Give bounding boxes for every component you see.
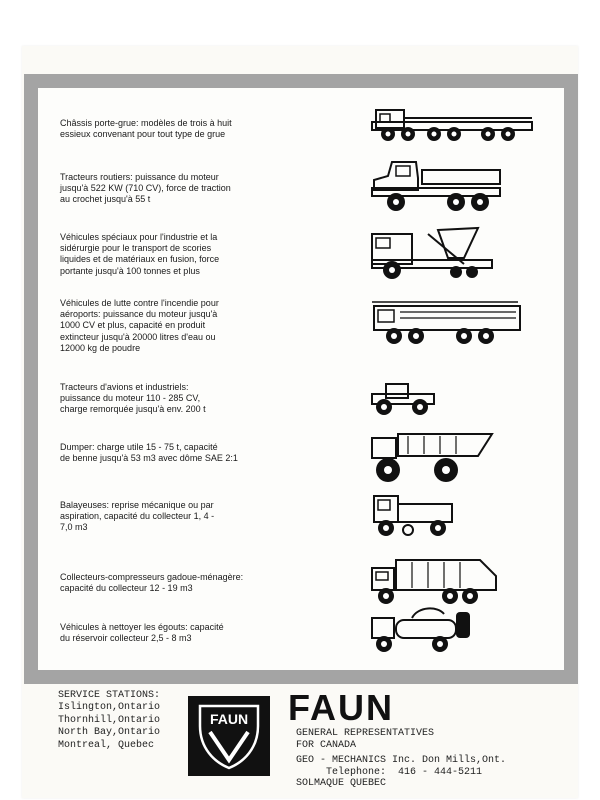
product-description: Châssis porte-grue: modèles de trois à huit essieux convenant pour tout type de grue — [60, 118, 232, 140]
aircraft-tractor-icon — [368, 380, 438, 416]
product-description: Dumper: charge utile 15 - 75 t, capacité de benne jusqu'à 53 m3 avec dôme SAE 2:1 — [60, 442, 238, 464]
sewer-cleaning-truck-icon — [368, 604, 478, 656]
crane-carrier-truck-icon — [368, 104, 538, 144]
product-description: Véhicules à nettoyer les égouts: capacité du réservoir collecteur 2,5 - 8 m3 — [60, 622, 224, 644]
product-description: Balayeuses: reprise mécanique ou par aspiration, capacité du collecteur 1, 4 - 7,0 m3 — [60, 500, 215, 533]
reps-quebec: SOLMAQUE QUEBEC — [296, 778, 387, 789]
product-description: Tracteurs d'avions et industriels: puissance du moteur 110 - 285 CV, charge remorquée jusqu'à env. 200 t — [60, 382, 206, 415]
service-station: Islington,Ontario — [58, 702, 161, 714]
product-description: Collecteurs-compresseurs gadoue-ménagère: capacité du collecteur 12 - 19 m3 — [60, 572, 244, 594]
dump-truck-icon — [368, 428, 498, 484]
product-description: Véhicules de lutte contre l'incendie pour aéroports: puissance du moteur jusqu'à 1000 CV et plus, capacité en produit extincteur jusqu'à 20000 litres d'eau ou 12000 kg de poudre — [60, 298, 219, 353]
product-description: Véhicules spéciaux pour l'industrie et la sidérurgie pour le transport de scories liquides et de matériaux en fusion, force portante jusqu'à 100 tonnes et plus — [60, 232, 220, 276]
reps-company: GEO - MECHANICS Inc. Don Mills,Ont. — [296, 755, 507, 766]
reps-region: FOR CANADA — [296, 739, 357, 751]
fire-truck-icon — [368, 298, 528, 348]
garbage-truck-icon — [368, 556, 504, 608]
service-station: Montreal, Quebec — [58, 739, 155, 751]
road-tractor-truck-icon — [368, 158, 508, 214]
product-frame — [24, 74, 578, 684]
representatives-block — [296, 728, 566, 790]
service-stations — [58, 690, 198, 752]
service-station: Thornhill,Ontario — [58, 714, 161, 726]
reps-telephone: Telephone: 416 - 444-5211 — [296, 766, 483, 778]
product-panel — [38, 88, 564, 670]
service-station: North Bay,Ontario — [58, 727, 161, 739]
product-description: Tracteurs routiers: puissance du moteur jusqu'à 522 KW (710 CV), force de traction au crochet jusqu'à 55 t — [60, 172, 231, 205]
brand-wordmark: FAUN — [288, 687, 394, 728]
slag-carrier-truck-icon — [368, 224, 498, 284]
reps-heading: GENERAL REPRESENTATIVES — [296, 728, 435, 739]
faun-shield-logo — [188, 696, 270, 776]
service-stations-title: SERVICE STATIONS: — [58, 690, 161, 701]
street-sweeper-icon — [368, 490, 458, 540]
logo-text: FAUN — [209, 711, 249, 727]
